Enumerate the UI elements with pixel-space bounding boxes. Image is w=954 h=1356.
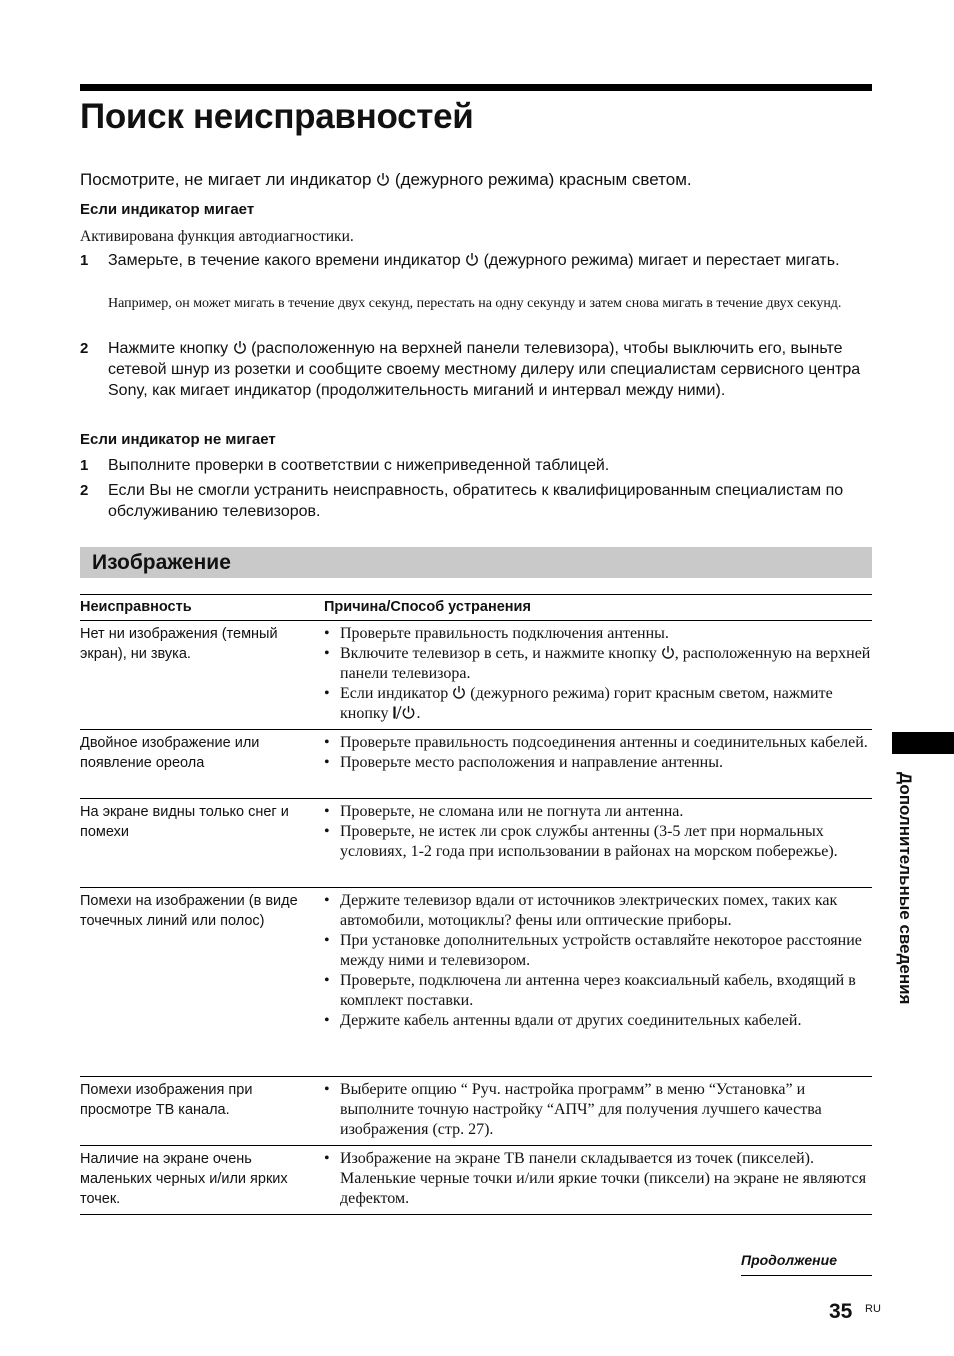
page-number: 35 bbox=[829, 1300, 853, 1323]
step-text-before: Нажмите кнопку bbox=[108, 340, 229, 357]
table-row bbox=[80, 1077, 872, 1146]
solution-text-before: Включите телевизор в сеть, и нажмите кнопку bbox=[340, 645, 657, 662]
solution-text-before: Если индикатор bbox=[340, 685, 449, 702]
intro-text bbox=[80, 169, 692, 191]
title-rule bbox=[80, 84, 872, 91]
heading-indicator-blinking: Если индикатор мигает bbox=[80, 201, 255, 218]
problem-cell: Помехи на изображении (в виде точечных линий или полос) bbox=[80, 893, 298, 929]
solution-text-after: . bbox=[416, 705, 421, 722]
page-title: Поиск неисправностей bbox=[80, 97, 474, 136]
solution-text-after: , расположенную на верхней панели телевизора. bbox=[340, 645, 871, 682]
step-number: 1 bbox=[80, 457, 89, 474]
page-language: RU bbox=[865, 1303, 881, 1315]
continued-label: Продолжение bbox=[741, 1252, 837, 1268]
solution-item: • Выберите опцию “ Руч. настройка программ” в меню “Установка” и выполните точную настройку “АПЧ” для получения лучшего качества изображения (стр. 27). bbox=[324, 1080, 872, 1140]
step-text-after: (дежурного режима) мигает и перестает мигать. bbox=[483, 252, 840, 269]
heading-indicator-not-blinking: Если индикатор не мигает bbox=[80, 431, 276, 448]
blinking-step-1 bbox=[80, 250, 870, 271]
solution-cell bbox=[324, 1149, 872, 1214]
solution-text-middle: (дежурного режима) горит красным светом, нажмите кнопку bbox=[340, 685, 833, 722]
table-row bbox=[80, 888, 872, 1077]
problem-cell: Помехи изображения при просмотре ТВ канала. bbox=[80, 1082, 253, 1118]
solution-cell bbox=[324, 891, 872, 1076]
solution-item: • Держите телевизор вдали от источников электрических помех, таких как автомобили, мотоциклы? фены или оптические приборы. bbox=[324, 891, 872, 931]
problem-cell: На экране видны только снег и помехи bbox=[80, 804, 289, 840]
troubleshooting-table bbox=[80, 594, 872, 1215]
solution-item: • Проверьте, не сломана или не погнута ли антенна. bbox=[324, 802, 872, 822]
power-standby-icon bbox=[452, 685, 466, 700]
solution-item: • Проверьте место расположения и направление антенны. bbox=[324, 753, 872, 773]
side-tab-marker bbox=[892, 732, 954, 754]
blinking-step-1-note: Например, он может мигать в течение двух секунд, перестать на одну секунду и затем снова мигать в течение двух секунд. bbox=[108, 296, 842, 311]
step-text-after: (расположенную на верхней панели телевизора), чтобы выключить его, выньте сетевой шнур из розетки и сообщите своему местному дилеру или специалистам сервисного центра Sony, как мигает индикатор (продолжительность миганий и интервал между ними). bbox=[108, 340, 861, 399]
not-blinking-step-1 bbox=[80, 455, 870, 476]
intro-text-after: (дежурного режима) красным светом. bbox=[394, 170, 692, 189]
section-bar-picture bbox=[80, 547, 872, 578]
power-standby-icon bbox=[233, 340, 247, 355]
section-title: Изображение bbox=[92, 551, 231, 574]
solution-cell bbox=[324, 1080, 872, 1145]
solution-item: • Проверьте, не истек ли срок службы антенны (3-5 лет при нормальных условиях, 1-2 года при использовании в районах на морском побережье). bbox=[324, 822, 872, 862]
solution-item: • Проверьте правильность подсоединения антенны и соединительных кабелей. bbox=[324, 733, 872, 753]
step-text bbox=[108, 338, 870, 401]
side-tab-label: Дополнительные сведения bbox=[896, 772, 915, 1005]
power-standby-icon bbox=[465, 252, 479, 267]
solution-item: • Изображение на экране ТВ панели складывается из точек (пикселей). Маленькие черные точки и/или яркие точки (пиксели) на экране не являются дефектом. bbox=[324, 1149, 872, 1209]
continued-rule bbox=[741, 1275, 872, 1276]
table-row bbox=[80, 1146, 872, 1215]
solution-cell bbox=[324, 733, 872, 798]
table-header bbox=[80, 595, 872, 621]
intro-text-before: Посмотрите, не мигает ли индикатор bbox=[80, 170, 372, 189]
not-blinking-step-2 bbox=[80, 480, 870, 522]
solution-item: • При установке дополнительных устройств оставляйте некоторое расстояние между ними и телевизором. bbox=[324, 931, 872, 971]
step-number: 2 bbox=[80, 340, 89, 357]
step-text: Если Вы не смогли устранить неисправность, обратитесь к квалифицированным специалистам по обслуживанию телевизоров. bbox=[108, 482, 844, 520]
solution-item bbox=[324, 644, 872, 684]
solution-item: • Держите кабель антенны вдали от других соединительных кабелей. bbox=[324, 1011, 872, 1031]
blinking-step-2 bbox=[80, 338, 870, 401]
step-number: 1 bbox=[80, 252, 89, 269]
table-row bbox=[80, 730, 872, 799]
table-row bbox=[80, 799, 872, 888]
problem-cell: Двойное изображение или появление ореола bbox=[80, 735, 260, 771]
solution-item: • Проверьте, подключена ли антенна через коаксиальный кабель, входящий в комплект поставки. bbox=[324, 971, 872, 1011]
step-text-before: Замерьте, в течение какого времени индикатор bbox=[108, 252, 461, 269]
solution-cell bbox=[324, 624, 872, 729]
table-row bbox=[80, 621, 872, 730]
autodiagnostic-text: Активирована функция автодиагностики. bbox=[80, 228, 354, 245]
power-switch-icon bbox=[392, 705, 416, 720]
step-number: 2 bbox=[80, 482, 89, 499]
column-header-solution: Причина/Способ устранения bbox=[324, 599, 531, 615]
power-standby-icon bbox=[376, 172, 390, 187]
column-header-problem: Неисправность bbox=[80, 599, 192, 615]
problem-cell: Нет ни изображения (темный экран), ни звука. bbox=[80, 626, 278, 662]
step-text: Выполните проверки в соответствии с нижеприведенной таблицей. bbox=[108, 457, 610, 474]
step-text bbox=[108, 250, 840, 271]
solution-cell bbox=[324, 802, 872, 887]
power-standby-icon bbox=[661, 645, 675, 660]
solution-item bbox=[324, 684, 872, 724]
problem-cell: Наличие на экране очень маленьких черных и/или ярких точек. bbox=[80, 1151, 288, 1207]
solution-item: • Проверьте правильность подключения антенны. bbox=[324, 624, 872, 644]
